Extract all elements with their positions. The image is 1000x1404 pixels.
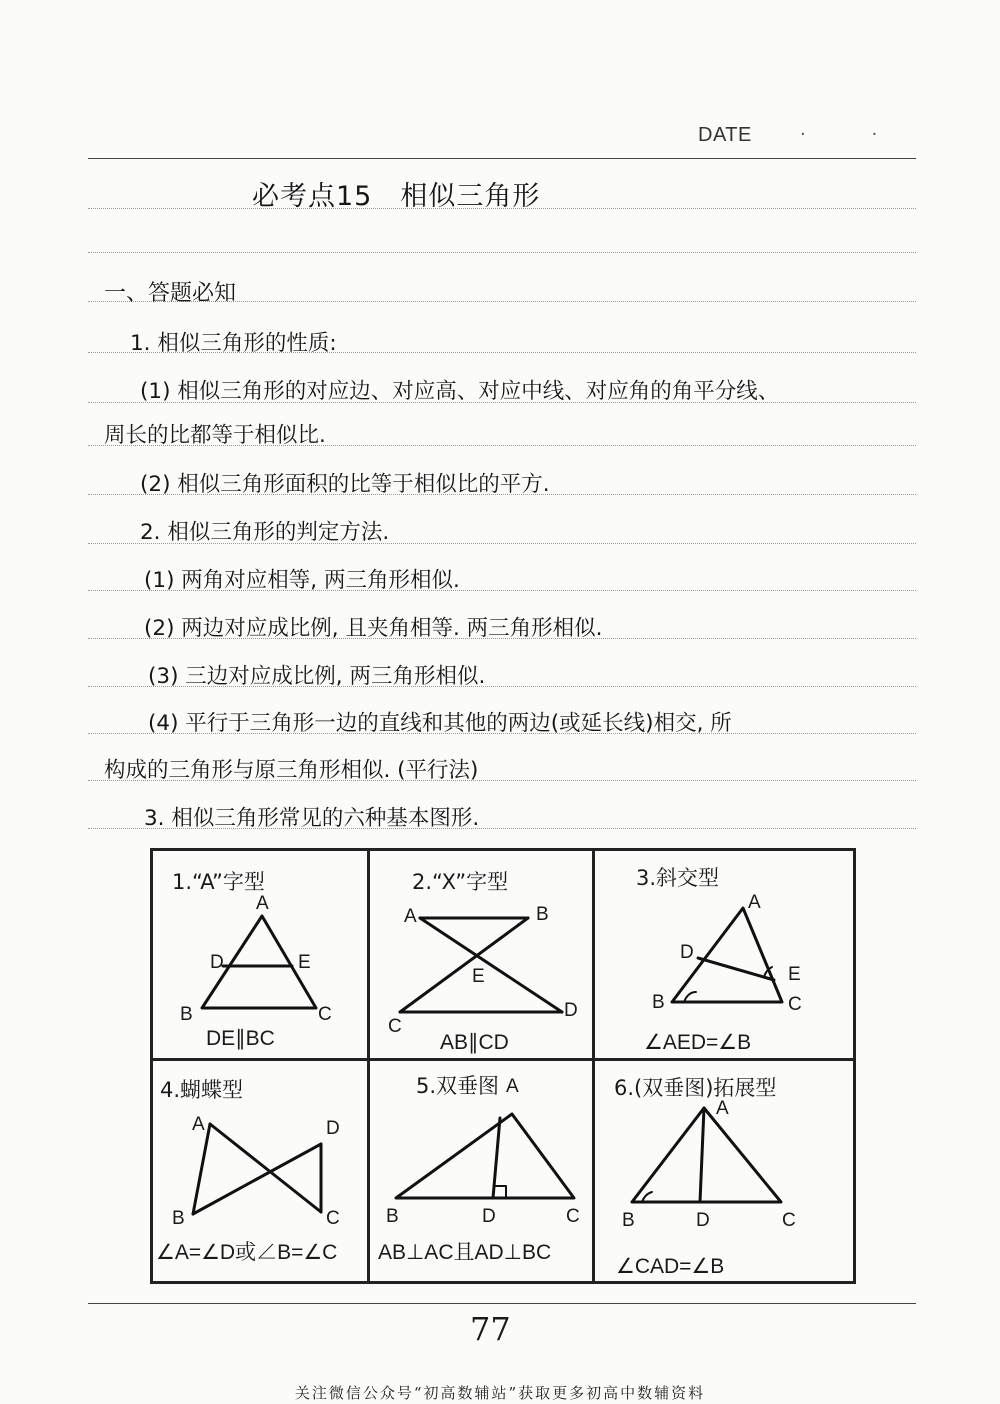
page-number: 77 <box>470 1310 511 1348</box>
vertex-label: D <box>482 1206 496 1227</box>
text-line: 2. 相似三角形的判定方法. <box>140 520 390 545</box>
text-line: 构成的三角形与原三角形相似. (平行法) <box>104 758 479 783</box>
segment-ac <box>210 1124 321 1212</box>
date-label: DATE <box>698 124 752 146</box>
vertex-label: B <box>652 992 665 1013</box>
vertex-label: C <box>388 1016 402 1037</box>
vertex-label: D <box>696 1210 710 1231</box>
figure-title: 6.(双垂图)拓展型 <box>614 1076 777 1100</box>
figure-caption: DE∥BC <box>206 1027 275 1050</box>
vertex-label: A <box>192 1114 205 1135</box>
right-triangle-abc <box>396 1114 574 1198</box>
figure-caption: ∠CAD=∠B <box>616 1255 725 1278</box>
vertex-label: B <box>180 1004 193 1025</box>
section-heading: 一、答题必知 <box>104 281 237 306</box>
segment-de <box>698 958 774 980</box>
vertex-label: A <box>716 1098 729 1119</box>
vertex-label: C <box>318 1004 332 1025</box>
altitude-ad <box>700 1108 704 1202</box>
vertex-label: B <box>536 904 549 925</box>
right-angle-mark <box>494 1186 506 1198</box>
text-line: (2) 两边对应成比例, 且夹角相等. 两三角形相似. <box>144 616 603 641</box>
text-line: (3) 三边对应成比例, 两三角形相似. <box>148 664 486 689</box>
date-dots: · · <box>800 124 908 145</box>
vertex-label: C <box>782 1210 796 1231</box>
text-line: (1) 相似三角形的对应边、对应高、对应中线、对应角的角平分线、 <box>140 379 780 404</box>
text-line: (1) 两角对应相等, 两三角形相似. <box>144 568 460 593</box>
figure-title: 4.蝴蝶型 <box>160 1078 244 1102</box>
vertex-label: D <box>326 1118 340 1139</box>
vertex-label: E <box>472 966 485 987</box>
figure-caption: ∠A=∠D或∠B=∠C <box>156 1241 338 1264</box>
segment-ad <box>420 918 562 1012</box>
figure-title: 5.双垂图 <box>416 1074 500 1098</box>
text-line: (4) 平行于三角形一边的直线和其他的两边(或延长线)相交, 所 <box>148 711 732 736</box>
vertex-label: D <box>564 1000 578 1021</box>
vertex-label: B <box>386 1206 399 1227</box>
page-title: 必考点15 相似三角形 <box>252 181 541 212</box>
vertex-label: A <box>748 892 761 913</box>
vertex-label: C <box>566 1206 580 1227</box>
figure-caption: ∠AED=∠B <box>644 1031 752 1054</box>
vertex-label: D <box>680 942 694 963</box>
vertex-label: C <box>326 1208 340 1229</box>
text-line: 1. 相似三角形的性质: <box>130 331 337 356</box>
vertex-label: B <box>622 1210 635 1231</box>
figure-title: 2.“X”字型 <box>412 870 509 894</box>
vertex-label: A <box>256 893 269 914</box>
triangle-abc <box>632 1108 781 1202</box>
text-line: (2) 相似三角形面积的比等于相似比的平方. <box>140 472 550 497</box>
vertex-label: A <box>404 906 417 927</box>
figure-caption: AB∥CD <box>440 1031 509 1054</box>
text-line: 3. 相似三角形常见的六种基本图形. <box>144 806 480 831</box>
vertex-label: E <box>788 964 801 985</box>
vertex-label: B <box>172 1208 185 1229</box>
footer-note: 关注微信公众号“初高数辅站”获取更多初高中数辅资料 <box>294 1384 706 1402</box>
vertex-label: A <box>506 1076 519 1097</box>
segment-ab <box>193 1124 210 1214</box>
figure-caption: AB⊥AC且AD⊥BC <box>378 1241 552 1264</box>
text-line: 周长的比都等于相似比. <box>104 423 326 448</box>
segment-bc <box>400 918 528 1012</box>
vertex-label: D <box>210 952 224 973</box>
vertex-label: C <box>788 994 802 1015</box>
vertex-label: E <box>298 952 311 973</box>
segment-bd <box>193 1144 321 1214</box>
figure-title: 3.斜交型 <box>636 866 720 890</box>
figure-title: 1.“A”字型 <box>172 870 265 894</box>
